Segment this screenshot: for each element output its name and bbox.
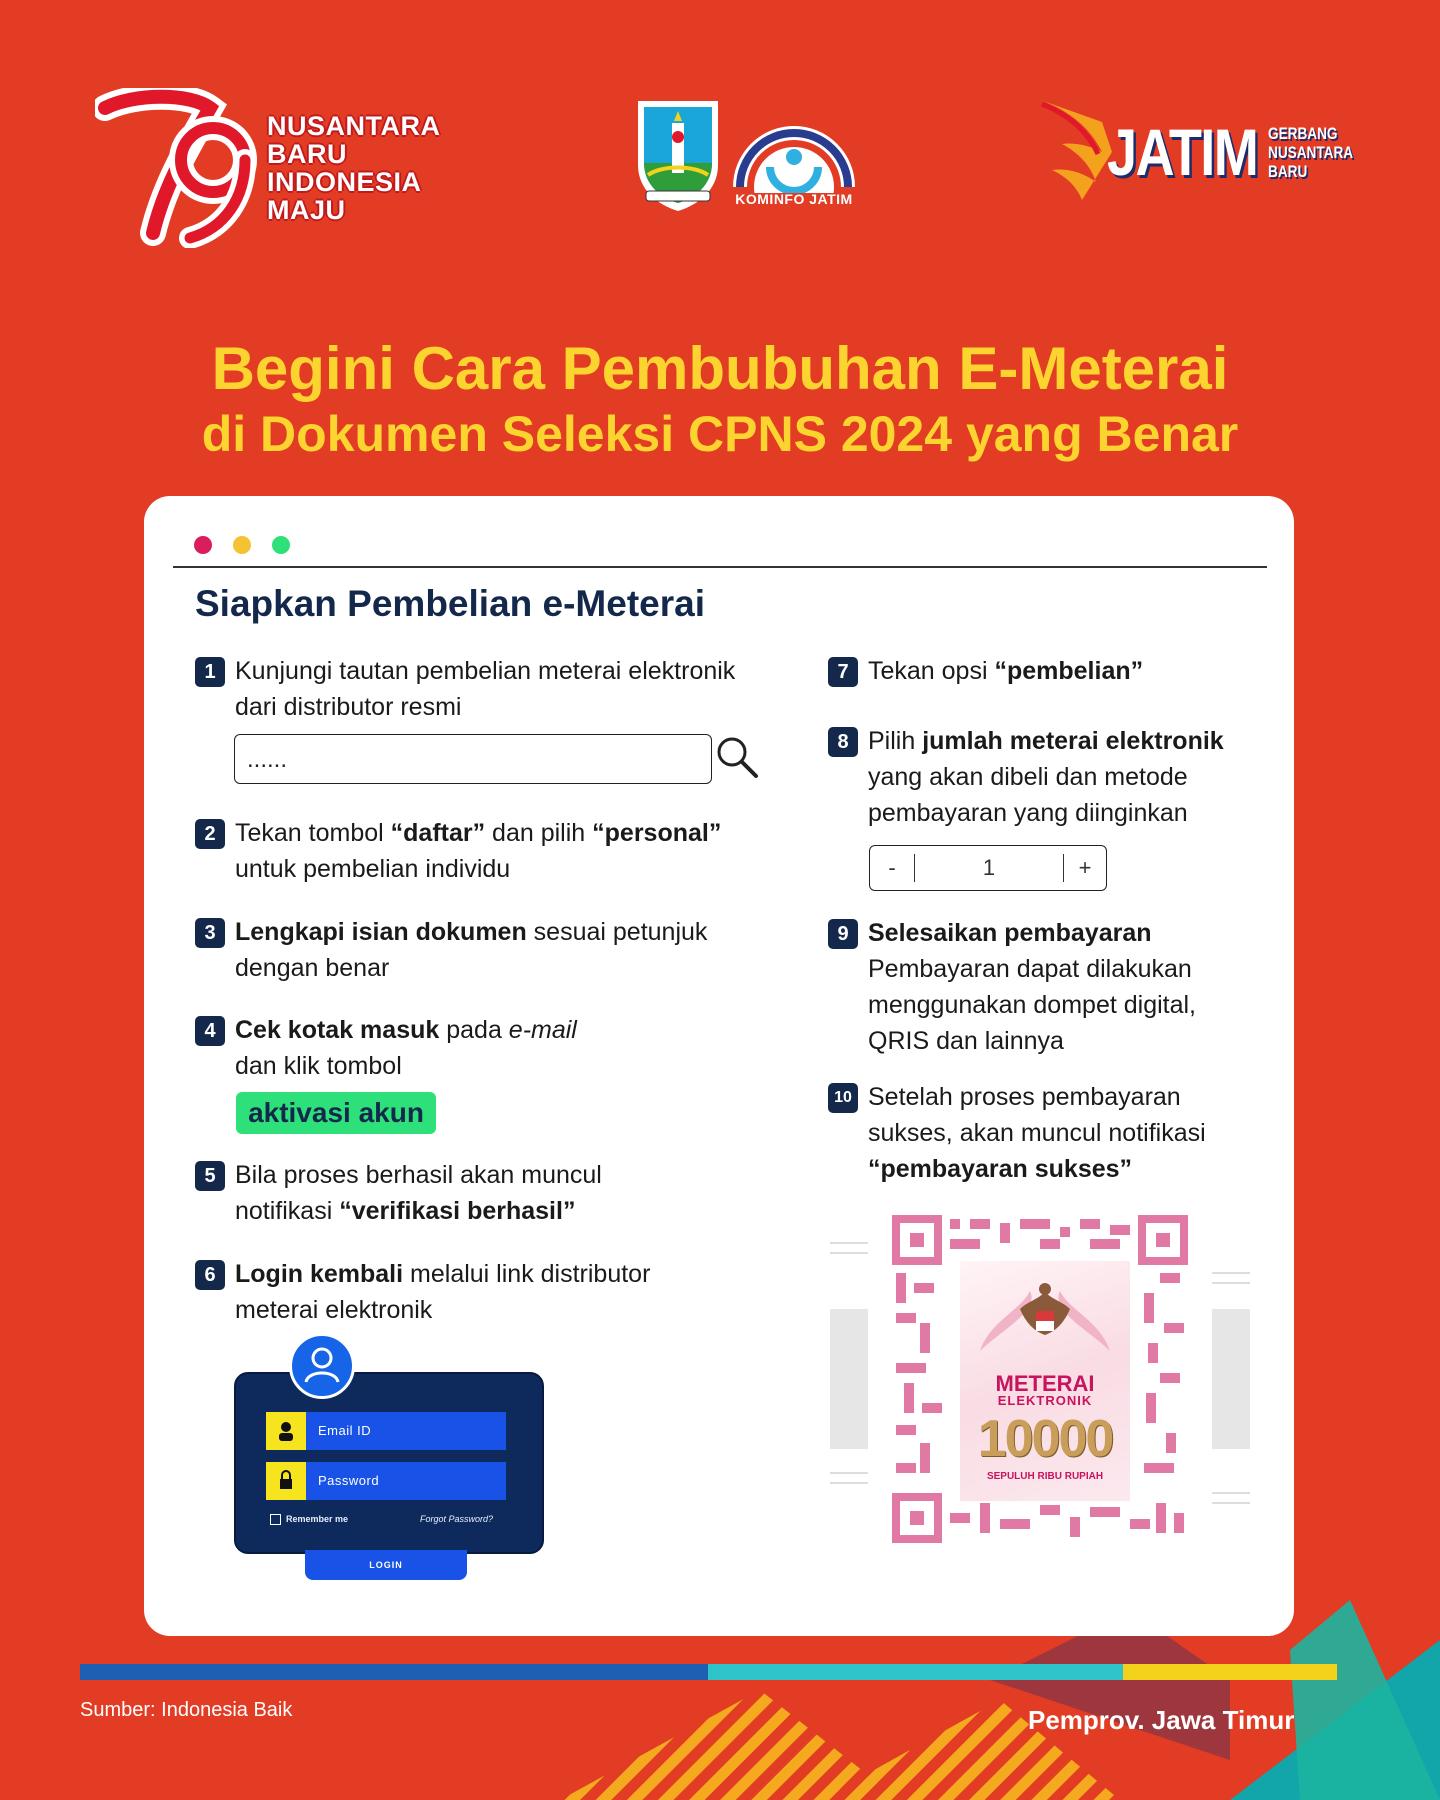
title-line-2: di Dokumen Seleksi CPNS 2024 yang Benar bbox=[201, 406, 1239, 462]
e-meterai-stamp bbox=[830, 1213, 1250, 1545]
step-number: 8 bbox=[828, 727, 858, 757]
logo-79-text: NUSANTARA BARU INDONESIA MAJU bbox=[267, 111, 441, 225]
step-number: 2 bbox=[195, 819, 225, 849]
kominfo-icon bbox=[730, 107, 858, 193]
user-avatar-icon bbox=[289, 1333, 355, 1399]
remember-me-checkbox[interactable]: Remember me bbox=[270, 1514, 348, 1525]
increment-button[interactable]: + bbox=[1078, 855, 1092, 880]
email-field[interactable]: Email ID bbox=[266, 1412, 506, 1450]
jatim-tagline: GERBANG NUSANTARA BARU bbox=[1268, 124, 1354, 181]
step-number: 9 bbox=[828, 919, 858, 949]
search-icon[interactable] bbox=[714, 734, 760, 780]
jatim-crest-icon bbox=[632, 95, 724, 213]
meterai-amount: 10000 bbox=[977, 1410, 1113, 1468]
decrement-button[interactable]: - bbox=[888, 855, 896, 880]
user-icon bbox=[266, 1412, 306, 1450]
step-number: 5 bbox=[195, 1161, 225, 1191]
kominfo-label: KOMINFO JATIM bbox=[735, 191, 853, 207]
aktivasi-akun-button[interactable]: aktivasi akun bbox=[236, 1092, 436, 1134]
kominfo-jatim-logo bbox=[730, 107, 858, 207]
jatim-wordmark: JATIM bbox=[1107, 115, 1258, 189]
window-divider bbox=[173, 566, 1267, 568]
garuda-emblem-icon bbox=[960, 1261, 1130, 1371]
card-heading: Siapkan Pembelian e-Meterai bbox=[195, 583, 705, 624]
government-logos bbox=[632, 95, 862, 215]
quantity-stepper[interactable] bbox=[869, 845, 1107, 891]
qr-code-pattern bbox=[890, 1213, 1190, 1545]
step-number: 7 bbox=[828, 657, 858, 687]
step-number: 1 bbox=[195, 657, 225, 687]
source-credit: Sumber: Indonesia Baik bbox=[80, 1699, 293, 1721]
forgot-password-link[interactable]: Forgot Password? bbox=[420, 1514, 494, 1524]
title-line-1: Begini Cara Pembubuhan E-Meterai bbox=[211, 335, 1229, 402]
url-input[interactable]: ...... bbox=[234, 734, 712, 784]
page-title bbox=[0, 335, 1440, 465]
quantity-value[interactable]: 1 bbox=[982, 855, 996, 880]
window-dot-green bbox=[272, 536, 290, 554]
step-number: 3 bbox=[195, 918, 225, 948]
step-number: 4 bbox=[195, 1016, 225, 1046]
step-number: 6 bbox=[195, 1260, 225, 1290]
meterai-amount-words: SEPULUH RIBU RUPIAH bbox=[986, 1471, 1104, 1482]
login-form-mockup bbox=[234, 1372, 544, 1554]
login-button[interactable]: LOGIN bbox=[305, 1550, 467, 1580]
meterai-seal bbox=[960, 1261, 1130, 1501]
logo-79-nusantara-baru bbox=[95, 88, 441, 248]
footer-bar-teal bbox=[708, 1664, 1123, 1680]
footer-bar-blue bbox=[80, 1664, 708, 1680]
meterai-title: METERAI bbox=[995, 1371, 1095, 1396]
step-number: 10 bbox=[828, 1083, 858, 1113]
password-field[interactable]: Password bbox=[266, 1462, 506, 1500]
meterai-subtitle: ELEKTRONIK bbox=[997, 1393, 1093, 1408]
jatim-gerbang-nusantara-logo bbox=[1032, 92, 1362, 202]
logo-79-graphic bbox=[95, 88, 265, 248]
publisher-credit: Pemprov. Jawa Timur bbox=[1028, 1705, 1295, 1735]
window-dot-yellow bbox=[233, 536, 251, 554]
footer-bar-yellow bbox=[1123, 1664, 1337, 1680]
browser-card: Siapkan Pembelian e-Meterai 1 Kunjungi tautan pembelian meterai elektronik dari distributor resmi ...... 2 Tekan tombol “daftar” dan pilih “personal” untuk pembelian individu 3 Lengkapi isian dokumen sesuai petunjuk dengan benar 4 Cek kotak masuk pada e-mail dan klik tombol aktivasi akun 5 Bila proses berhasil akan muncul notifikasi “verifikasi berhasil” 6 Login kembali melalui link distributor meterai elektronik Email ID Password Remember me Forgot Password? LOGIN 7 Tekan opsi “pembelian” 8 Pilih jumlah meterai elektronik yang akan dibeli dan metode pembayaran yang diinginkan - 1 + 9 Selesaikan pembayaran Pembayaran dapat dilakukan menggunakan dompet digital, QRIS dan lainnya 10 Setelah proses pembayaran sukses, akan muncul notifikasi “pembayaran sukses” METERAI ELEKTRONIK 10000 SEPULUH RIBU RUPIAH bbox=[144, 496, 1294, 1636]
window-dot-red bbox=[194, 536, 212, 554]
lock-icon bbox=[266, 1462, 306, 1500]
